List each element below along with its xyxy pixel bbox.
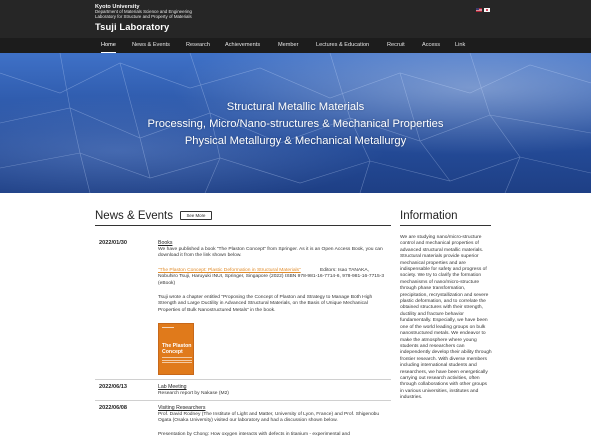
news-title-divider [95, 225, 391, 226]
news-divider [95, 379, 391, 380]
news-text: Tsuji wrote a chapter entitled “Proposing the Concept of Plaston and Strategy to Manage Both High Strength and Large Ductility in Advanced Structural Materials, on the Basis of Unique Mechanical Properties of Bulk Nanostructured Metals” in the book. [158, 295, 373, 313]
news-date: 2022/06/13 [99, 384, 127, 390]
language-switcher [476, 8, 490, 12]
hero-banner [0, 53, 591, 193]
lab-name: Tsuji Laboratory [95, 20, 170, 32]
nav-achievements[interactable]: Achievements [225, 42, 261, 48]
news-section-title: News & Events [95, 210, 173, 222]
japanese-flag-icon[interactable] [484, 8, 490, 12]
news-category-link[interactable]: Books [158, 240, 173, 246]
main-nav [0, 38, 591, 53]
book-cover-image[interactable] [158, 323, 194, 375]
information-text: We are studying nano/micro-structure control and mechanical properties of advanced structural metallic materials. Structural materials provide superior mechanical properties and are indispensable for safety and progress of society. We try to clarify the formation mechanisms of nano/micro-structure through phase transformation, precipitation, recrystallization and severe plastic deformation, and to correlate the obtained structures with their strength, ductility and fracture behavior fundamentally. Especially, we have been one of the world leading groups on bulk nanostructured metals. We endeavor to make the atmosphere where young students and researchers can independently develop their ability through frontier research. With diverse members including international students and researchers, we have been energetically carrying out research activities, often through collaborations with other groups in various universities, institutes and industries. [400, 235, 492, 401]
book-link[interactable]: “The Plaston Concept: Plastic Deformation in Structural Materials” [158, 268, 301, 273]
nav-research[interactable]: Research [186, 42, 210, 48]
hero-line-3: Physical Metallurgy & Mechanical Metallurgy [184, 135, 407, 147]
news-text: Prof. David Rodney (The Institute of Light and Matter, University of Lyon, France) and Prof. Shigenobu Ogata (Osaka University) visited our laboratory and had a discussion shown below. [158, 412, 380, 424]
book-publisher-mark [162, 327, 174, 328]
laboratory-line: Laboratory for Structure and Property of Materials [95, 13, 192, 19]
department-line: Department of Materials Science and Engineering [95, 9, 192, 14]
information-title-divider [400, 225, 491, 226]
nav-home[interactable]: Home [101, 38, 116, 53]
nav-lectures-education[interactable]: Lectures & Education [316, 42, 370, 48]
university-name: Kyoto University [95, 4, 140, 10]
information-section-title: Information [400, 210, 458, 222]
news-text: Presentation by Chong: How oxygen interacts with defects in titanium - experimental and [158, 432, 350, 437]
hero-line-2: Processing, Micro/Nano-structures & Mechanical Properties [147, 118, 444, 130]
news-category-link[interactable]: Lab Meeting [158, 384, 187, 390]
news-text: We have published a book “The Plaston Concept” from Springer. As it is an Open Access Book, you can download it from the link shown below. [158, 247, 383, 259]
nav-recruit[interactable]: Recruit [387, 42, 405, 48]
news-category-link[interactable]: Visiting Researchers [158, 405, 206, 411]
book-cover-title: The Plaston Concept [162, 343, 192, 355]
nav-news-events[interactable]: News & Events [132, 42, 170, 48]
news-text: Research report by Nakase (M2) [158, 391, 229, 396]
nav-link[interactable]: Link [455, 42, 466, 48]
news-date: 2022/06/08 [99, 405, 127, 411]
book-cover-subtitle-lines [162, 357, 192, 365]
news-text: Editors: Isao TANAKA, Nobuhiro Tsuji, Haruyuki INUI, Springer, Singapore (2022) ISBN 978-981-16-7714-6, 978-981-16-7715-3 (eBook) [158, 268, 385, 286]
news-divider [95, 400, 391, 401]
nav-member[interactable]: Member [278, 42, 299, 48]
english-flag-icon[interactable] [476, 8, 482, 12]
site-header [0, 0, 591, 38]
nav-access[interactable]: Access [422, 42, 441, 48]
brand[interactable] [95, 4, 192, 32]
news-date: 2022/01/30 [99, 240, 127, 246]
hero-line-1: Structural Metallic Materials [226, 101, 365, 113]
see-more-button[interactable]: See More [180, 211, 212, 220]
